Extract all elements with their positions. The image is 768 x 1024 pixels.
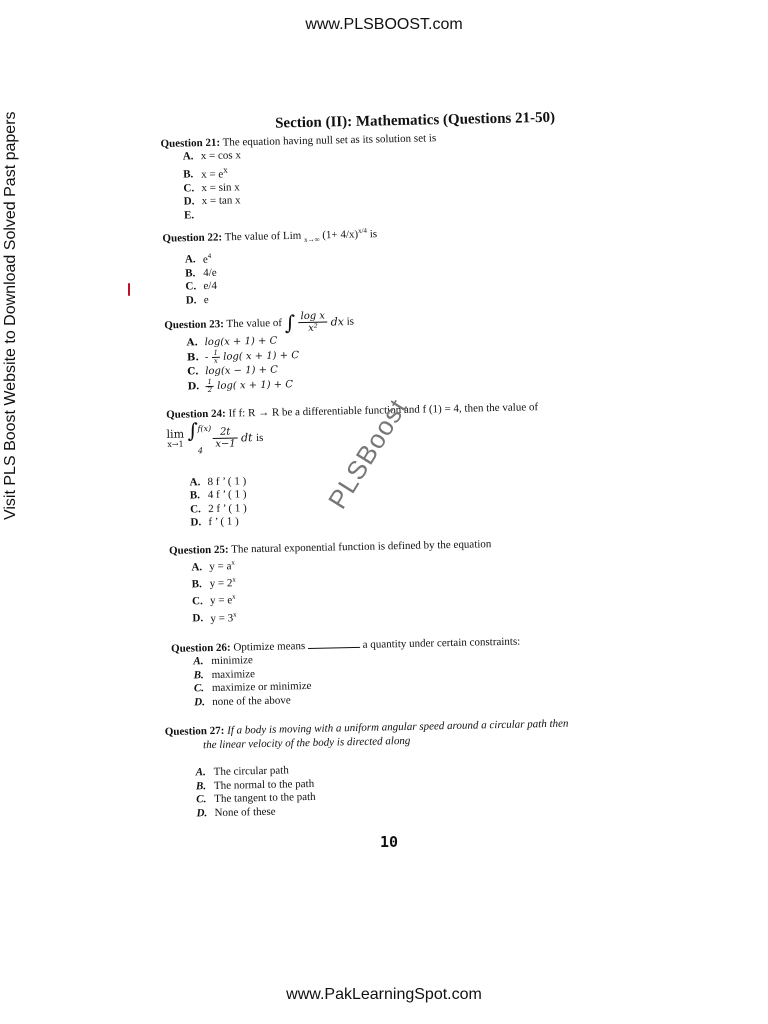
options-list	[169, 548, 640, 626]
question-text: The equation having null set as its solution set is	[222, 131, 437, 149]
page-number: 10	[380, 833, 399, 851]
option-a: A. x = cos x	[182, 149, 242, 163]
exam-page	[160, 110, 645, 860]
question-27	[165, 716, 645, 821]
option-d: D. None of these	[196, 805, 276, 820]
integrand-fraction: $\frac{\text{log x}}{\text{x²}}$	[298, 311, 327, 335]
option-a: A. minimize	[193, 654, 254, 668]
question-label: Question 22:	[162, 231, 223, 245]
option-b: B. 4/e	[185, 266, 217, 280]
option-c: C. maximize or minimize	[193, 680, 312, 695]
option-a: A. 8 f ’ ( 1 )	[189, 474, 247, 489]
red-mark	[128, 283, 130, 296]
option-b: B. 4 f ’ ( 1 )	[189, 488, 247, 502]
question-text-continued: the linear velocity of the body is directed along	[202, 734, 411, 752]
section-title: Section (II): Mathematics (Questions 21-50)	[274, 109, 556, 132]
question-label: Question 26:	[170, 641, 231, 655]
question-text: If a body is moving with a uniform angular speed around a circular path then	[227, 717, 569, 738]
options-list	[166, 757, 645, 821]
option-c: C. 2 f ’ ( 1 )	[190, 501, 247, 516]
option-d: D. $y = 3^x$	[192, 610, 237, 625]
option-c: C. $y = e^x$	[191, 592, 236, 608]
options-list	[165, 327, 636, 395]
question-text: The value of Lim	[224, 229, 302, 244]
question-text: If f: R → R be a differentiable function and f (1) = 4, then the value of	[228, 401, 539, 420]
option-d: D. f ’ ( 1 )	[190, 515, 239, 529]
question-25	[169, 535, 641, 627]
question-text: The value of	[226, 317, 283, 331]
question-26	[171, 631, 642, 710]
option-d: D. none of the above	[194, 694, 291, 709]
options-list	[167, 467, 638, 531]
question-label: Question 25:	[168, 543, 229, 557]
options-list	[163, 241, 634, 308]
footer-url[interactable]: www.PakLearningSpot.com	[286, 986, 482, 1003]
question-text: The natural exponential function is defined by the equation	[231, 537, 492, 556]
option-a: A. $e^4$	[184, 251, 212, 266]
option-d: D. e	[185, 293, 209, 307]
option-c: C. log(x − 1) + C	[187, 364, 278, 378]
option-c: C. e/4	[185, 280, 218, 293]
question-23: Question 23: The value of ∫ $\frac{\text{log x}}{\text{x²}}$ dx is A. log(x + 1) + C B. - $\frac{1}{x}$ log( x + 1) + C C. log(x − 1) + C D. $\frac{1}{2}$ log( x + 1) + C	[164, 304, 636, 395]
options-list	[171, 646, 642, 710]
watermark: PLSBoost	[322, 393, 413, 514]
answer-blank	[308, 637, 360, 649]
question-label: Question 24:	[166, 407, 226, 422]
option-b: B. - $\frac{1}{x}$ log( x + 1) + C	[186, 348, 300, 366]
option-d: D. $\frac{1}{2}$ log( x + 1) + C	[187, 378, 294, 395]
option-b: B. $y = 2^x$	[191, 575, 236, 591]
option-c: C. The tangent to the path	[196, 791, 316, 806]
option-b: B. $x = e^x$	[183, 164, 228, 181]
question-21	[160, 128, 632, 223]
side-banner-text: Visit PLS Boost Website to Download Solved Past papers	[2, 111, 19, 520]
option-a: A. log(x + 1) + C	[186, 335, 278, 349]
limit-expression: lim x→1 ∫ f(x) 4 $\frac{2t}{x-1}$ dt is	[166, 417, 264, 455]
question-text: Optimize means	[233, 639, 306, 654]
option-b: B. maximize	[193, 667, 256, 682]
option-e: E.	[183, 208, 195, 222]
options-list	[161, 141, 632, 223]
option-b: B. The normal to the path	[195, 777, 315, 793]
question-label: Question 21:	[160, 136, 221, 150]
option-d: D. x = tan x	[183, 194, 241, 208]
question-label: Question 23:	[164, 318, 225, 332]
option-c: C. x = sin x	[183, 181, 240, 195]
option-a: A. $y = a^x$	[191, 558, 235, 574]
question-22: Question 22: The value of Lim $_{x\to\infty}$ $(1+ 4/x)^{x/4}$ is A. $e^4$ B. 4/e C. e/4 D. e	[162, 219, 634, 308]
question-label: Question 27:	[164, 725, 225, 739]
option-a: A. The circular path	[195, 764, 289, 779]
header-url[interactable]: www.PLSBOOST.com	[305, 16, 463, 33]
question-text-continued: a quantity under certain constraints:	[362, 635, 521, 651]
